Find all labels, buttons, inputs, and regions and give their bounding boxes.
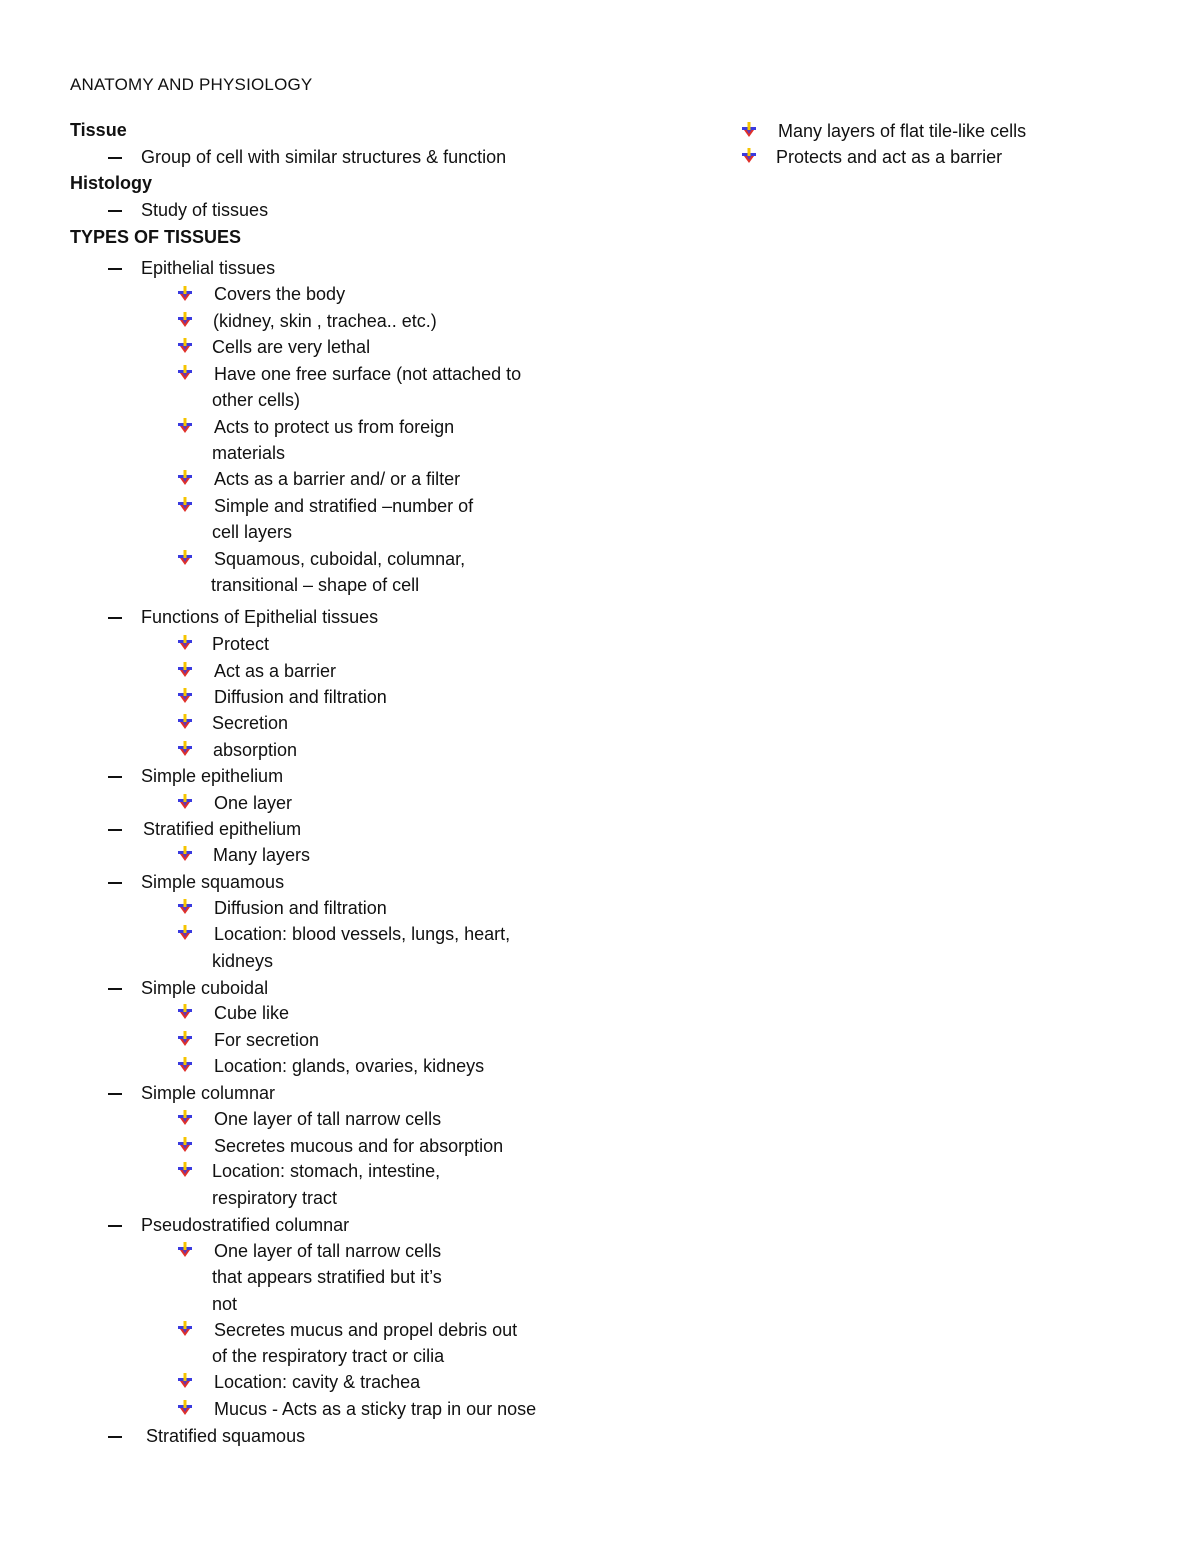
list-item: Location: glands, ovaries, kidneys	[214, 1056, 485, 1076]
arrow-bullet-icon	[176, 924, 194, 942]
arrow-bullet-icon	[740, 147, 758, 165]
dash-bullet	[108, 829, 122, 831]
section-label-simple-columnar: Simple columnar	[141, 1083, 276, 1103]
section-label-stratified-epithelium: Stratified epithelium	[143, 819, 302, 839]
right-list-item: Protects and act as a barrier	[776, 147, 1003, 167]
section-label-epithelial: Epithelial tissues	[141, 258, 276, 278]
list-item: absorption	[213, 740, 298, 760]
list-item: One layer	[214, 793, 293, 813]
arrow-bullet-icon	[176, 793, 194, 811]
histology-heading: Histology	[70, 173, 153, 193]
arrow-bullet-icon	[176, 311, 194, 329]
list-item: Cube like	[214, 1003, 290, 1023]
arrow-bullet-icon	[176, 1030, 194, 1048]
list-item-continuation: materials	[212, 443, 286, 463]
arrow-bullet-icon	[740, 121, 758, 139]
list-item: Protect	[212, 634, 270, 654]
list-item: Have one free surface (not attached to	[214, 364, 522, 384]
arrow-bullet-icon	[176, 364, 194, 382]
dash-bullet	[108, 157, 122, 159]
arrow-bullet-icon	[176, 1003, 194, 1021]
arrow-bullet-icon	[176, 1109, 194, 1127]
arrow-bullet-icon	[176, 1136, 194, 1154]
right-list-item: Many layers of flat tile-like cells	[778, 121, 1027, 141]
list-item: Mucus - Acts as a sticky trap in our nose	[214, 1399, 537, 1419]
dash-bullet	[108, 617, 122, 619]
list-item: Location: blood vessels, lungs, heart,	[214, 924, 511, 944]
arrow-bullet-icon	[176, 1241, 194, 1259]
list-item: Acts as a barrier and/ or a filter	[214, 469, 461, 489]
dash-bullet	[108, 210, 122, 212]
types-heading: TYPES OF TISSUES	[70, 227, 242, 247]
dash-bullet	[108, 268, 122, 270]
arrow-bullet-icon	[176, 845, 194, 863]
section-label-stratified-squamous: Stratified squamous	[146, 1426, 306, 1446]
list-item: For secretion	[214, 1030, 320, 1050]
list-item-continuation: cell layers	[212, 522, 293, 542]
arrow-bullet-icon	[176, 687, 194, 705]
list-item-continuation: respiratory tract	[212, 1188, 338, 1208]
dash-bullet	[108, 882, 122, 884]
dash-bullet	[108, 1225, 122, 1227]
arrow-bullet-icon	[176, 1161, 194, 1179]
list-item: Diffusion and filtration	[214, 898, 387, 918]
list-item: Diffusion and filtration	[214, 687, 387, 707]
arrow-bullet-icon	[176, 634, 194, 652]
list-item-continuation: transitional – shape of cell	[211, 575, 420, 595]
arrow-bullet-icon	[176, 1056, 194, 1074]
arrow-bullet-icon	[176, 469, 194, 487]
tissue-heading: Tissue	[70, 120, 127, 140]
arrow-bullet-icon	[176, 1399, 194, 1417]
arrow-bullet-icon	[176, 1320, 194, 1338]
list-item: Simple and stratified –number of	[214, 496, 474, 516]
document-title: ANATOMY AND PHYSIOLOGY	[70, 75, 313, 94]
arrow-bullet-icon	[176, 740, 194, 758]
list-item: Acts to protect us from foreign	[214, 417, 455, 437]
list-item: One layer of tall narrow cells	[214, 1241, 442, 1261]
list-item: Cells are very lethal	[212, 337, 371, 357]
section-label-simple-cuboidal: Simple cuboidal	[141, 978, 269, 998]
list-item: Covers the body	[214, 284, 346, 304]
list-item-continuation: other cells)	[212, 390, 301, 410]
dash-bullet	[108, 1436, 122, 1438]
arrow-bullet-icon	[176, 1372, 194, 1390]
histology-definition: Study of tissues	[141, 200, 269, 220]
list-item: (kidney, skin , trachea.. etc.)	[213, 311, 437, 331]
list-item: Secretes mucous and for absorption	[214, 1136, 504, 1156]
tissue-definition: Group of cell with similar structures & function	[141, 147, 507, 167]
arrow-bullet-icon	[176, 713, 194, 731]
arrow-bullet-icon	[176, 898, 194, 916]
arrow-bullet-icon	[176, 549, 194, 567]
section-label-functions: Functions of Epithelial tissues	[141, 607, 379, 627]
arrow-bullet-icon	[176, 337, 194, 355]
list-item-continuation: not	[212, 1294, 238, 1314]
list-item: Location: cavity & trachea	[214, 1372, 421, 1392]
dash-bullet	[108, 1093, 122, 1095]
list-item-continuation: kidneys	[212, 951, 274, 971]
dash-bullet	[108, 776, 122, 778]
list-item: Secretes mucus and propel debris out	[214, 1320, 518, 1340]
list-item: One layer of tall narrow cells	[214, 1109, 442, 1129]
list-item: Secretion	[212, 713, 289, 733]
arrow-bullet-icon	[176, 285, 194, 303]
section-label-pseudostratified: Pseudostratified columnar	[141, 1215, 350, 1235]
list-item: Squamous, cuboidal, columnar,	[214, 549, 466, 569]
arrow-bullet-icon	[176, 496, 194, 514]
arrow-bullet-icon	[176, 661, 194, 679]
arrow-bullet-icon	[176, 417, 194, 435]
section-label-simple-epithelium: Simple epithelium	[141, 766, 284, 786]
list-item-continuation: of the respiratory tract or cilia	[212, 1346, 445, 1366]
section-label-simple-squamous: Simple squamous	[141, 872, 285, 892]
list-item: Many layers	[213, 845, 311, 865]
dash-bullet	[108, 988, 122, 990]
list-item: Location: stomach, intestine,	[212, 1161, 441, 1181]
list-item: Act as a barrier	[214, 661, 337, 681]
list-item-continuation: that appears stratified but it’s	[212, 1267, 442, 1287]
